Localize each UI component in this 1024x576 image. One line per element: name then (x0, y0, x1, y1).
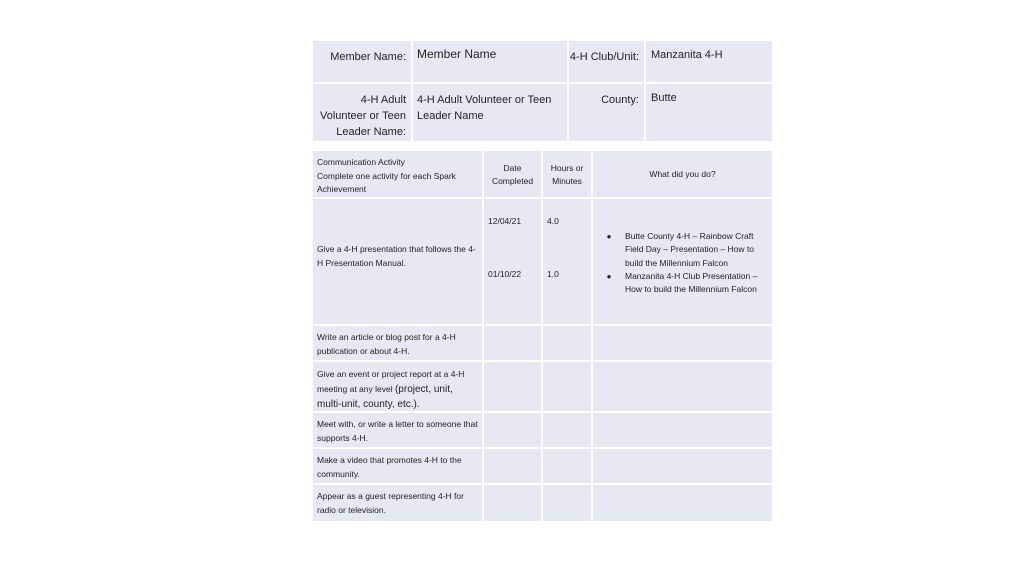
county-label: County: (569, 84, 646, 143)
what-column-header: What did you do? (593, 151, 772, 199)
table-row (313, 326, 772, 362)
table-row (313, 485, 772, 521)
county-field[interactable]: Butte (646, 84, 772, 143)
member-name-field[interactable]: Member Name (413, 41, 569, 84)
leader-name-label: 4-H Adult Volunteer or Teen Leader Name: (313, 84, 413, 143)
hours-cell[interactable] (543, 362, 593, 413)
hours-cell[interactable] (543, 326, 593, 362)
bullet-icon: ● (606, 271, 612, 281)
list-item: ● Manzanita 4-H Club Presentation – How to build the Millennium Falcon (593, 270, 768, 297)
date-cell[interactable] (484, 199, 543, 326)
table-row (313, 362, 772, 413)
what-cell[interactable] (593, 413, 772, 449)
activity-article: Write an article or blog post for a 4-H publication or about 4-H. (313, 326, 484, 362)
hours-entry-2: 1.0 (547, 269, 559, 279)
table-row (313, 449, 772, 485)
what-cell[interactable] (593, 199, 772, 326)
date-column-header: Date Completed (484, 151, 543, 199)
member-name-label: Member Name: (313, 41, 413, 84)
activity-column-subtitle: Complete one activity for each Spark Achievement (317, 170, 456, 194)
date-cell[interactable] (484, 326, 543, 362)
activity-meet-letter: Meet with, or write a letter to someone that supports 4-H. (313, 413, 484, 449)
table-row (313, 413, 772, 449)
what-cell[interactable] (593, 485, 772, 521)
communication-activities-table (313, 151, 772, 521)
club-unit-label: 4-H Club/Unit: (569, 41, 646, 84)
date-cell[interactable] (484, 485, 543, 521)
hours-cell[interactable] (543, 485, 593, 521)
activity-guest-appearance: Appear as a guest representing 4-H for radio or television. (313, 485, 484, 521)
hours-cell[interactable] (543, 199, 593, 326)
date-entry-2: 01/10/22 (488, 269, 522, 279)
hours-column-header: Hours or Minutes (543, 151, 593, 199)
hours-cell[interactable] (543, 449, 593, 485)
hours-entry-1: 4.0 (547, 216, 559, 226)
date-entry-1: 12/04/21 (488, 216, 522, 226)
member-info-table (313, 41, 772, 143)
club-unit-field[interactable]: Manzanita 4-H (646, 41, 772, 84)
activity-event-report: Give an event or project report at a 4-H meeting at any level (project, unit, multi-unit, county, etc.). (313, 362, 484, 413)
list-item: ● Butte County 4-H – Rainbow Craft Field Day – Presentation – How to build the Millennium Falcon (593, 230, 768, 270)
date-cell[interactable] (484, 362, 543, 413)
hours-cell[interactable] (543, 413, 593, 449)
member-info-row-2 (313, 84, 772, 143)
what-cell[interactable] (593, 362, 772, 413)
bullet-icon: ● (606, 232, 612, 241)
table-row (313, 199, 772, 326)
activity-column-header (313, 151, 484, 199)
what-cell[interactable] (593, 326, 772, 362)
activity-presentation: Give a 4-H presentation that follows the 4-H Presentation Manual. (313, 199, 484, 326)
activity-video: Make a video that promotes 4-H to the community. (313, 449, 484, 485)
what-cell[interactable] (593, 449, 772, 485)
member-info-row-1 (313, 41, 772, 84)
date-cell[interactable] (484, 449, 543, 485)
table-header-row (313, 151, 772, 199)
leader-name-field[interactable]: 4-H Adult Volunteer or Teen Leader Name (413, 84, 569, 143)
activity-column-title: Communication Activity (317, 157, 405, 167)
date-cell[interactable] (484, 413, 543, 449)
